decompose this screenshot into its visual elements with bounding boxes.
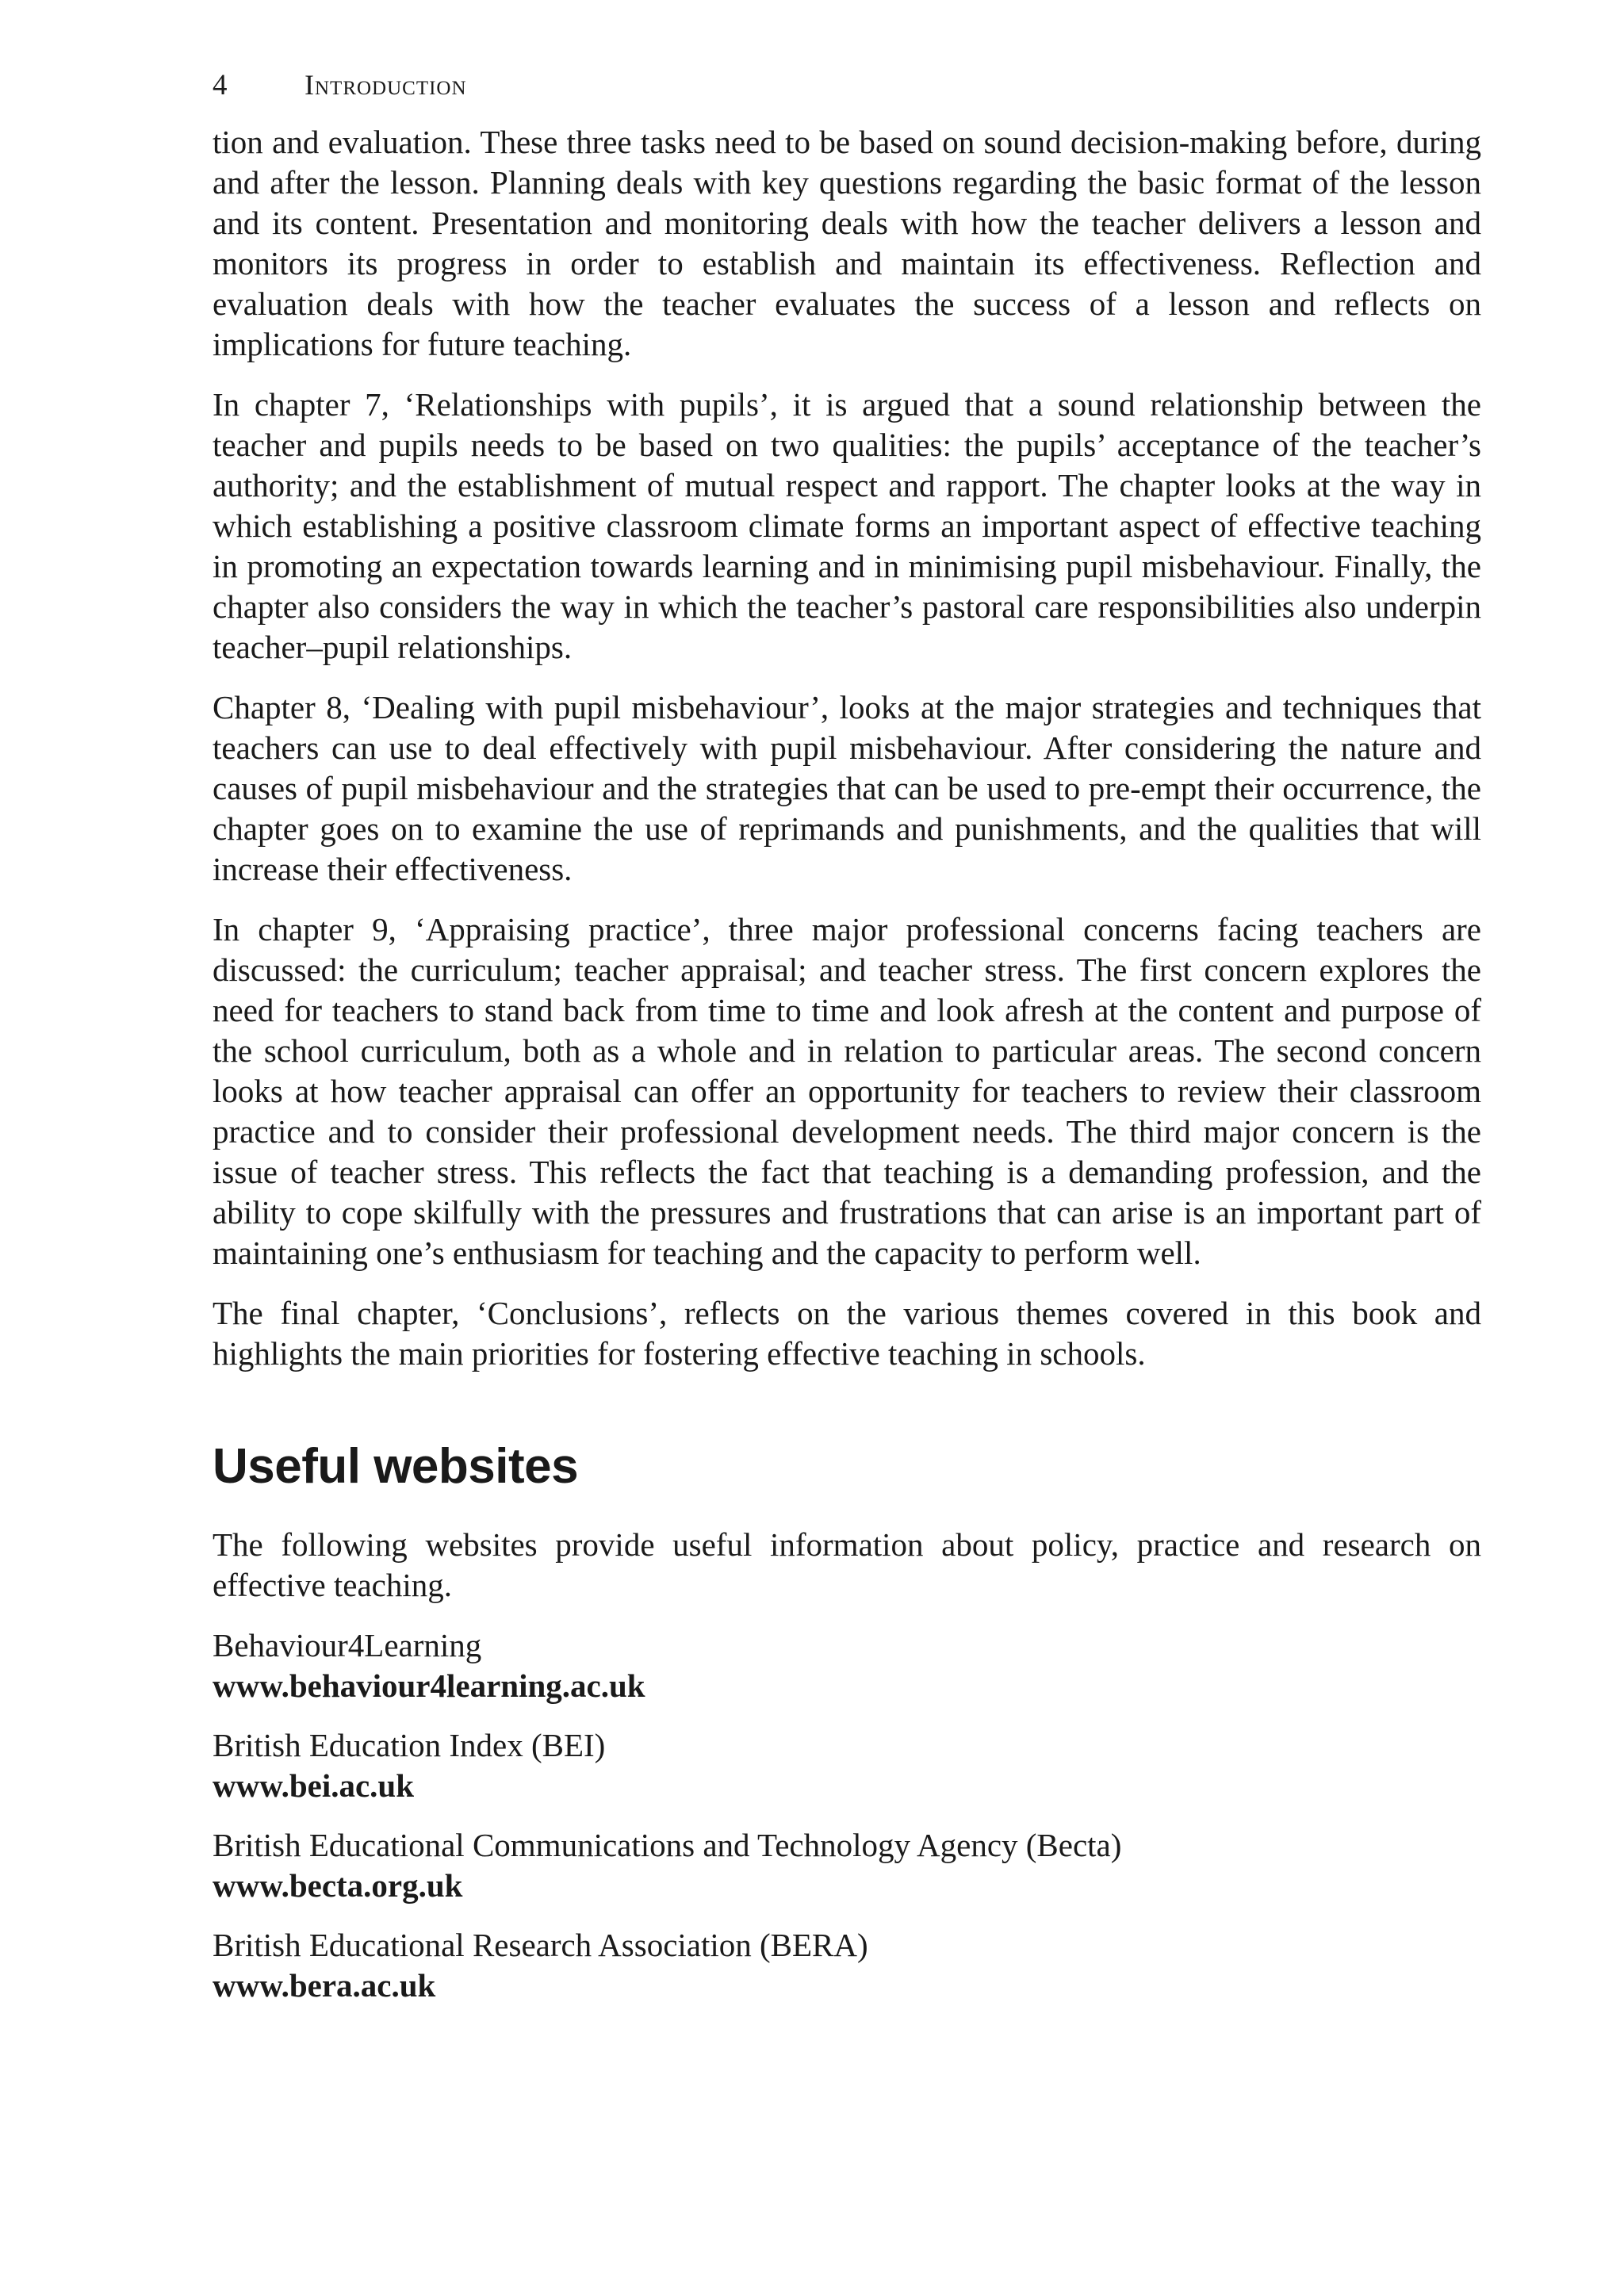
running-section-title: Introduction: [304, 69, 467, 101]
website-name: British Education Index (BEI): [213, 1727, 606, 1763]
website-entry: [213, 1825, 1481, 1906]
website-name: British Educational Research Association (BERA): [213, 1927, 868, 1963]
website-name: Behaviour4Learning: [213, 1627, 482, 1663]
paragraph-chapter-9: In chapter 9, ‘Appraising practice’, three major professional concerns facing teachers are discussed: the curriculum; teacher appraisal; and teacher stress. The first concern explores the need for teachers to stand back from time to time and look afresh at the content and purpose of the school curriculum, both as a whole and in relation to particular areas. The second concern looks at how teacher appraisal can offer an opportunity for teachers to review their classroom practice and to consider their professional development needs. The third major concern is the issue of teacher stress. This reflects the fact that teaching is a demanding profession, and the ability to cope skilfully with the pressures and frustrations that can arise is an important part of maintaining one’s enthusiasm for teaching and the capacity to perform well.: [213, 911, 1481, 1271]
book-page: [213, 68, 1481, 2025]
page-number: 4: [213, 69, 228, 101]
website-url: www.bei.ac.uk: [213, 1767, 415, 1804]
website-entry: [213, 1925, 1481, 2006]
website-name: British Educational Communications and Technology Agency (Becta): [213, 1827, 1122, 1863]
websites-intro: The following websites provide useful information about policy, practice and research on effective teaching.: [213, 1526, 1481, 1603]
website-url: www.bera.ac.uk: [213, 1967, 436, 2004]
paragraph-final-chapter: The final chapter, ‘Conclusions’, reflects on the various themes covered in this book and highlights the main priorities for fostering effective teaching in schools.: [213, 1295, 1481, 1372]
paragraph-chapter-8: Chapter 8, ‘Dealing with pupil misbehaviour’, looks at the major strategies and techniques that teachers can use to deal effectively with pupil misbehaviour. After considering the nature and causes of pupil misbehaviour and the strategies that can be used to pre-empt their occurrence, the chapter goes on to examine the use of reprimands and punishments, and the qualities that will increase their effectiveness.: [213, 689, 1481, 887]
paragraph-chapter-7: In chapter 7, ‘Relationships with pupils’, it is argued that a sound relationship between the teacher and pupils needs to be based on two qualities: the pupils’ acceptance of the teacher’s authority; and the establishment of mutual respect and rapport. The chapter looks at the way in which establishing a positive classroom climate forms an important aspect of effective teaching in promoting an expectation towards learning and in minimising pupil misbehaviour. Finally, the chapter also considers the way in which the teacher’s pastoral care responsibilities also underpin teacher–pupil relationships.: [213, 386, 1481, 665]
website-url: www.becta.org.uk: [213, 1867, 463, 1904]
website-entry: [213, 1625, 1481, 1706]
section-heading-useful-websites: Useful websites: [213, 1439, 579, 1494]
website-url: www.behaviour4learning.ac.uk: [213, 1667, 645, 1704]
website-entry: [213, 1725, 1481, 1806]
running-header: [213, 68, 1481, 108]
paragraph-planning: tion and evaluation. These three tasks need to be based on sound decision-making before, during and after the lesson. Planning deals with key questions regarding the basic format of the lesson and its content. Presentation and monitoring deals with how the teacher delivers a lesson and monitors its progress in order to establish and maintain its effectiveness. Reflection and evaluation deals with how the teacher evaluates the success of a lesson and reflects on implications for future teaching.: [213, 124, 1481, 362]
